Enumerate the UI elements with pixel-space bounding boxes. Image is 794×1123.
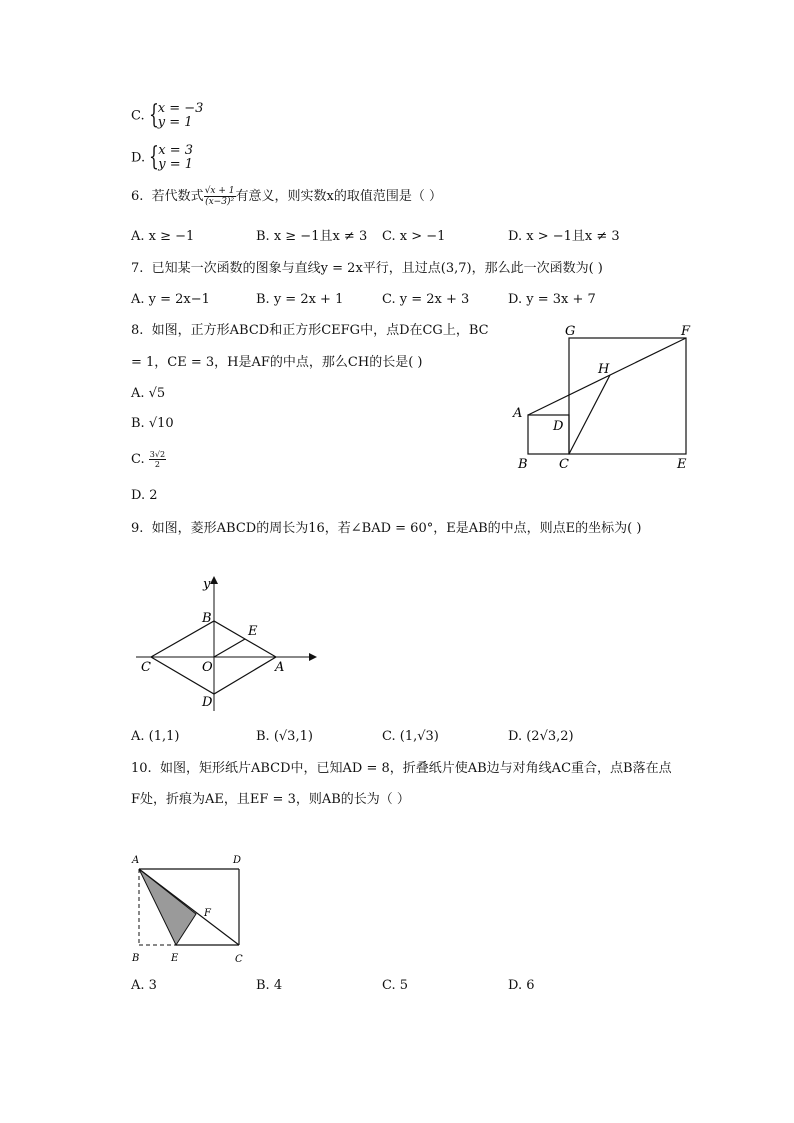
label-c: C [141, 660, 151, 675]
fraction [204, 186, 236, 207]
question-text: 有意义，则实数x的取值范围是（ ） [235, 189, 442, 204]
system-line: x = −3 [157, 101, 204, 116]
brace-icon: { [149, 142, 160, 172]
option-a: A. 3 [131, 978, 157, 993]
label-e: E [171, 953, 179, 964]
option-a: A. y = 2x−1 [131, 292, 210, 307]
question-text: 如图，正方形ABCD和正方形CEFG中，点D在CG上，BC [151, 323, 489, 338]
question-10 [131, 761, 672, 777]
label-b: B [518, 457, 528, 472]
label-f: F [204, 908, 211, 919]
fraction-numerator: √x + 1 [204, 186, 235, 196]
fraction [149, 450, 166, 469]
square-cefg [569, 338, 686, 454]
diagonal-ac [139, 869, 239, 945]
option-b: B. y = 2x + 1 [256, 292, 344, 307]
label-c: C [559, 457, 569, 472]
option-b: B. 4 [256, 978, 283, 993]
option-c: C. x > −1 [382, 229, 446, 244]
option-b: B. (√3,1) [256, 729, 313, 744]
rhombus-figure [134, 573, 324, 713]
question-number: 10. [131, 761, 152, 776]
label-b: B [132, 953, 140, 964]
segment-ch [569, 375, 610, 454]
option-a: A. (1,1) [131, 729, 180, 744]
question-number: 7. [131, 261, 144, 276]
question-6 [131, 186, 442, 207]
rectangle-fold-figure [128, 852, 253, 967]
label-a: A [513, 406, 523, 421]
label-e: E [248, 624, 258, 639]
system-line: y = 1 [158, 157, 194, 172]
question-text: 已知某一次函数的图象与直线y = 2x平行，且过点(3,7)，那么此一次函数为( ) [151, 261, 603, 276]
question-8 [131, 323, 489, 339]
label-e: E [677, 457, 687, 472]
fraction-numerator: 3√2 [149, 450, 166, 459]
label-h: H [598, 362, 610, 377]
label-o: O [202, 660, 213, 675]
option-d: D. y = 3x + 7 [508, 292, 596, 307]
option-a: A. x ≥ −1 [131, 229, 195, 244]
question-text: 如图，菱形ABCD的周长为16，若∠BAD = 60°，E是AB的中点，则点E的坐标为( ) [151, 521, 642, 536]
question-7 [131, 261, 603, 277]
label-d: D [202, 695, 213, 710]
equation-system [149, 102, 204, 130]
system-line: y = 1 [157, 115, 193, 130]
equation-system [149, 144, 193, 172]
fraction-denominator: (x−3)² [205, 197, 235, 207]
option-d: D. (2√3,2) [508, 729, 574, 744]
question-number: 9. [131, 521, 144, 536]
question-number: 8. [131, 323, 144, 338]
label-d: D [233, 855, 242, 866]
label-c: C [235, 954, 243, 965]
option-label: C. [131, 108, 145, 124]
option-c: C. 5 [382, 978, 409, 993]
label-f: F [681, 324, 691, 339]
option-c [131, 450, 166, 469]
q5-option-d [131, 144, 193, 172]
option-c: C. (1,√3) [382, 729, 439, 744]
option-c: C. y = 2x + 3 [382, 292, 470, 307]
option-b: B. √10 [131, 416, 174, 431]
segment-oe [214, 639, 245, 657]
fraction-denominator: 2 [154, 460, 160, 469]
label-a: A [132, 855, 140, 866]
option-label: D. [131, 150, 146, 166]
question-text: 若代数式 [151, 189, 204, 204]
question-text: 如图，矩形纸片ABCD中，已知AD = 8，折叠纸片使AB边与对角线AC重合，点B落在点 [159, 761, 672, 776]
option-d: D. 6 [508, 978, 535, 993]
question-10-line2: F处，折痕为AE，且EF = 3，则AB的长为（ ） [131, 792, 410, 807]
label-b: B [202, 611, 212, 626]
option-d: D. x > −1且x ≠ 3 [508, 229, 620, 244]
brace-icon: { [148, 100, 159, 130]
option-label: C. [131, 452, 145, 467]
option-a: A. √5 [131, 386, 166, 401]
option-b: B. x ≥ −1且x ≠ 3 [256, 229, 368, 244]
question-9 [131, 521, 641, 537]
system-line: x = 3 [158, 143, 193, 158]
question-number: 6. [131, 189, 144, 204]
option-d: D. 2 [131, 488, 158, 503]
label-y: y [203, 577, 211, 592]
label-d: D [553, 419, 564, 434]
label-g: G [565, 324, 576, 339]
question-8-line2: = 1，CE = 3，H是AF的中点，那么CH的长是( ) [131, 355, 423, 370]
q5-option-c [131, 102, 203, 130]
folded-triangle [139, 869, 196, 945]
squares-figure [505, 318, 705, 478]
label-a: A [275, 660, 285, 675]
